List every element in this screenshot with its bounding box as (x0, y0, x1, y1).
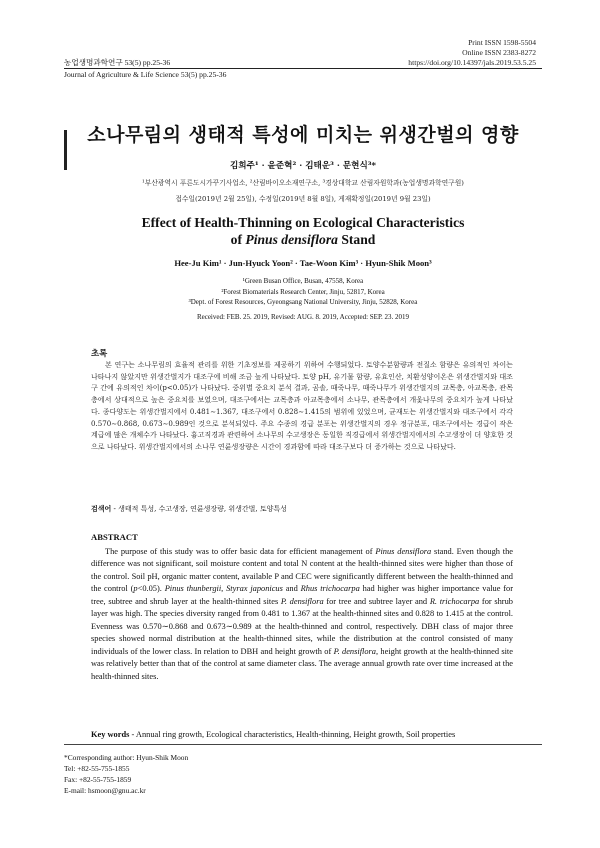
dates-en: Received: FEB. 25. 2019, Revised: AUG. 8. 2019, Accepted: SEP. 23. 2019 (196, 313, 410, 321)
affiliation-2: ²Forest Biomaterials Research Center, Jinju, 52817, Korea (221, 287, 385, 296)
abstract-ko-heading: 초록 (91, 348, 108, 358)
author-fax: Fax: +82-55-755-1859 (64, 775, 132, 784)
section-rule (64, 744, 542, 745)
issn-block (462, 38, 536, 58)
title-en-line2: of Pinus densiflora Stand (230, 232, 376, 247)
keywords-en: Key words - Annual ring growth, Ecological characteristics, Health-thinning, Height growth, Soil properties (91, 730, 456, 739)
affiliation-1: ¹Green Busan Office, Busan, 47558, Korea (242, 277, 364, 285)
keywords-ko: 검색어 - 생태적 특성, 수고생장, 연륜생장량, 위생간벌, 토양특성 (91, 504, 287, 513)
print-issn: Print ISSN 1598-5504 (468, 38, 536, 47)
author-email[interactable]: E-mail: hsmoon@gnu.ac.kr (64, 786, 146, 795)
affiliations-en (64, 276, 542, 308)
keywords-ko-label: 검색어 (91, 504, 112, 513)
doi-link[interactable]: https://doi.org/10.14397/jals.2019.53.5.25 (408, 58, 536, 67)
abstract-en-text: The purpose of this study was to offer basic data for efficient management of Pinus densiflora stand. Even though the difference was not significant, soil moisture content and total N content at the health-thinned sites were higher than those of the control. Soil pH, organic matter content, available P and CEC were significantly different between the health-thinned and the control (p<0.05). Pinus thunbergii, Styrax japonicus and Rhus trichocarpa had higher was higher importance value for tree, subtree and shrub layer at the health-thinned sites P. densiflora for tree and subtree layer and R. trichocarpa for shrub layer was high. The species diversity ranged from 0.481 to 1.367 at the health-thinned sites and 0.828 to 1.415 at the control. Evenness was 0.570∼0.868 and 0.673∼0.989 at the health-thinned and control, respectively. DBH class of major three species showed normal distribution at the health-thinned sites, while the distribution at the control consisted of many individuals of the lower class. In relation to DBH and height growth of P. densiflora, height growth at the health-thinned site was relatively better than that of the control at same diameter class. The average annual growth rate over time increased at the health-thinned sites. (91, 547, 514, 681)
corresponding-author: *Corresponding author: Hyun-Shik Moon (64, 753, 189, 762)
abstract-ko-text: 본 연구는 소나무림의 효율적 관리를 위한 기초정보를 제공하기 위하여 수행되었다. 토양수분함량과 전질소 함량은 유의적인 차이는 나타나지 않았지만 위생간벌지가 대조구에 비해 조금 높게 나타났다. 토양 pH, 유기물 함량, 유효인산, 치환성양이온은 위생간벌지와 대조구 간에 유의적인 차이(p<0.05)가 나타났다. 중위별 중요치 분석 결과, 곰솔, 때죽나무, 때죽나무가 위생간벌지의 교목층, 아교목층, 관목층에서 상대적으로 높은 중요치를 보였으며, 대조구에서는 교목층과 아교목층에서 소나무, 관목층에서 개옻나무의 중요치가 높게 나타났다. 종다양도는 위생간벌지에서 0.481∼1.367, 대조구에서 0.828∼1.415의 범위에 있었으며, 균재도는 위생간벌지와 대조구에서 각각 0.570∼0.868, 0.673∼0.989인 것으로 분석되었다. 주요 수종의 경급 분포는 위생간벌지의 경우 정규분포, 대조구에서는 경급이 작은 계급에 많은 개체수가 나타났다. 흉고직경과 관련하여 소나무의 수고생장은 동일한 직경급에서 위생간벌지에서의 수고생장이 더 양호한 것으로 나타났다. 위생간벌지에서의 소나무 연륜생장량은 시간이 경과함에 따라 대조구보다 더 증가하는 것으로 나타났다. (91, 360, 513, 451)
title-species: Pinus densiflora (245, 232, 338, 247)
keywords-en-label: Key words (91, 730, 130, 739)
author-tel: Tel: +82-55-755-1855 (64, 764, 130, 773)
page-title-en (64, 214, 542, 248)
dates-ko: 접수일(2019년 2월 25일), 수정일(2019년 8월 8일), 게재확정일(2019년 9월 23일) (175, 195, 431, 203)
authors-en: Hee-Ju Kim¹ · Jun-Hyuck Yoon² · Tae-Woon Kim³ · Hyun-Shik Moon³ (174, 258, 432, 268)
online-issn: Online ISSN 2383-8272 (462, 48, 536, 57)
journal-ko: 농업생명과학연구 53(5) pp.25-36 (64, 58, 171, 67)
affiliation-3: ³Dept. of Forest Resources, Gyeongsang National University, Jinju, 52828, Korea (188, 298, 418, 307)
affiliations-ko: ¹부산광역시 푸른도시가꾸기사업소, ²산림바이오소재연구소, ³경상대학교 산림자원학과(농업생명과학연구원) (142, 179, 464, 187)
title-en-line1: Effect of Health-Thinning on Ecological Characteristics (141, 215, 465, 230)
page-title-ko: 소나무림의 생태적 특성에 미치는 위생간벌의 영향 (87, 124, 519, 146)
authors-ko: 김희주¹ · 윤준혁² · 김태운³ · 문현식³* (229, 161, 377, 171)
header-rule (64, 68, 542, 69)
journal-en: Journal of Agriculture & Life Science 53(5) pp.25-36 (64, 70, 227, 79)
abstract-en-heading: ABSTRACT (91, 532, 138, 542)
footnote (64, 752, 188, 796)
